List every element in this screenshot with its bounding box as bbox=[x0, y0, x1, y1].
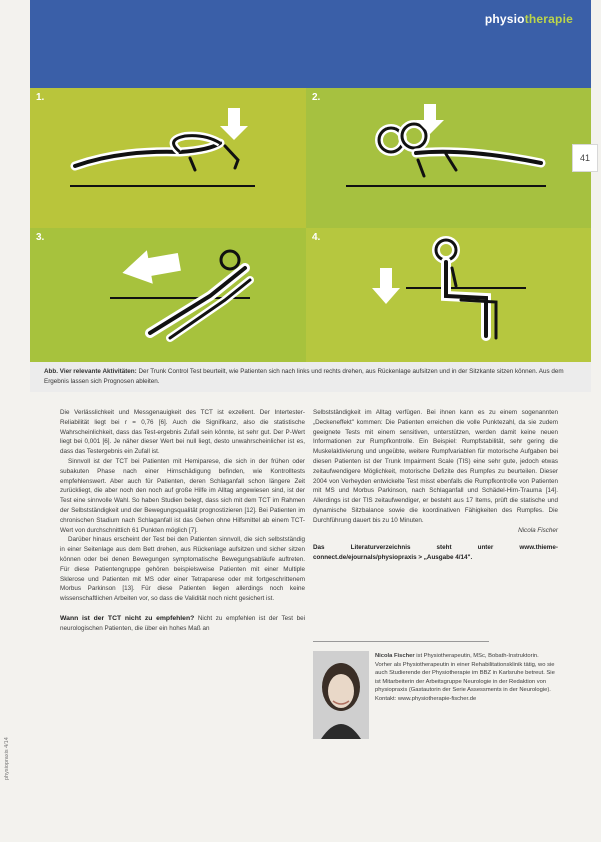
margin-journal-text: physiopraxis 4/14 bbox=[4, 737, 10, 780]
figure-caption bbox=[44, 367, 574, 386]
figure-panel-2 bbox=[306, 88, 591, 228]
literature-note: Das Literaturverzeichnis steht unter www.thieme-connect.de/ejournals/physiopraxis > „Ausgabe 4/14". bbox=[313, 544, 558, 561]
prone-figure-illustration bbox=[30, 88, 306, 228]
figure-panel-1 bbox=[30, 88, 306, 228]
right-column bbox=[313, 408, 558, 562]
author-bio-text: ist Physiotherapeutin, MSc, Bobath-Instruktorin. Vorher als Physiotherapeutin in einer Rehabilitationsklinik tätig, wo sie auch Studierende der Physiotherapie im BBZ in Karlsruhe betreut. Sie ist Mitarbeiterin der Arbeitsgruppe Neurologie in der Redaktion von physiopraxis (Gastautorin der Serie Assessments in der Neurologie). Kontakt: www.physiotherapie-fischer.de bbox=[375, 653, 555, 702]
caption-text: Der Trunk Control Test beurteilt, wie Patienten sich nach links und rechts drehen, aus Rückenlage aufsitzen und in der Sitzkante sitzen können. Aus dem Ergebnis lassen sich Prognosen ableiten. bbox=[44, 368, 564, 385]
brand-logo bbox=[485, 12, 573, 26]
left-paragraph-1: Die Verlässlichkeit und Messgenauigkeit des TCT ist exzellent. Der Intertester-Reliabilität liegt bei r = 0,76 [6]. Auch die Signifikanz, also die statistische Wahrscheinlichkeit, dass das Test-ergebnis Zufall sein könnte, ist sehr gut. Der P-Wert liegt bei 0,001 [6]. Je näher dieser Wert bei null liegt, desto unwahrscheinlicher ist es, dass das Testergebnis ein Zufall ist. bbox=[60, 409, 305, 456]
caption-label: Abb. Vier relevante Aktivitäten: bbox=[44, 368, 137, 375]
figure-panel-3 bbox=[30, 228, 306, 362]
exercise-figure bbox=[30, 88, 591, 362]
author-name: Nicola Fischer bbox=[375, 653, 415, 659]
header-band bbox=[30, 0, 591, 88]
left-column bbox=[60, 408, 305, 634]
panel-number-1: 1. bbox=[36, 92, 45, 103]
page-number-tab: 41 bbox=[572, 144, 598, 172]
right-paragraph-1: Selbstständigkeit im Alltag verfügen. Bei ihnen kann es zu einem sogenannten „Deckeneffekt" kommen: Die Patienten erreichen die volle Punktezahl, da sie zudem geeignete Tests mit einem sensitiven, unterstützen, werden damit keine neuen Informationen zur Rumpfkontrolle. Ein Beispiel: Rumpfstabilität, sehr gering die Muskelaktivierung und ungeübte, weitere Rumpfvariablen für motorische Aufgaben bei diesen Patienten ist der Trunk Impairment Scale (TIS) eine sehr gute, jedoch etwas zeitaufwendigere Möglichkeit, motorische Defizite des Rumpfes zu beurteilen. Dieser 2004 von Verheyden entwickelte Test misst ebenfalls die Rumpfkontrolle von Patienten mit MS und Morbus Parkinson, nach Schlaganfall und Schädel-Hirn-Trauma [14]. Allerdings ist der TIS zeitaufwendiger, er besteht aus 17 Items, prüft die statische und dynamische Sitzbalance sowie die koordinativen Fähigkeiten des Rumpfes. Die Durchführung dauert bis zu 10 Minuten. bbox=[313, 409, 558, 524]
article-signature: Nicola Fischer bbox=[518, 526, 558, 534]
figure-panel-4 bbox=[306, 228, 591, 362]
brand-part-therapie: therapie bbox=[524, 12, 573, 26]
left-paragraph-3: Darüber hinaus erscheint der Test bei den Patienten sinnvoll, die sich selbstständig in einer Seitenlage aus dem Bett drehen, aus Rückenlage aufsitzen und sicher sitzen können oder bei denen Bewegungen symptomatische Bewegungsabläufe auftreten. Für diese Patientengruppe gehören beispielsweise Patienten mit einer Multiple Sklerose und Patienten mit MS oder einer Tetraparese oder mit fortgeschrittenem Morbus Parkinson [13]. Für diese Patienten liegen allerdings noch keine wissenschaftlichen Arbeiten vor, so dass die Validität noch nicht gesichert ist. bbox=[60, 536, 305, 603]
panel-number-2: 2. bbox=[312, 92, 321, 103]
sitting-illustration bbox=[306, 228, 591, 362]
prone-rotation-illustration bbox=[306, 88, 591, 228]
subheading-text: Nicht zu empfehlen ist der Test bei neurologischen Patienten, die über ein hohes Maß an bbox=[60, 614, 305, 632]
subheading: Wann ist der TCT nicht zu empfehlen? bbox=[60, 614, 195, 622]
subheading-block bbox=[60, 614, 305, 634]
panel-number-4: 4. bbox=[312, 232, 321, 243]
left-paragraph-2: Sinnvoll ist der TCT bei Patienten mit Hemiparese, die sich in der frühen oder subakuten Phase nach einer Hirnschädigung befinden, wie Kontrolltests empfehlenswert. Aber auch für Patienten, deren Schlaganfall schon längere Zeit zurückliegt, die aber noch den noch auf große Hilfe im Alltag angewiesen sind, ist der Test eine sinnvolle Wahl. So haben Studien belegt, dass sich mit dem TCT im Rahmen der Selbstständigkeit und der Bewegungsqualität prognostizieren [12]. Bei Patienten im chronischen Stadium nach Schlaganfall ist das Gehen ohne Hilfsmittel ab einem TCT-Wert von durchschnittlich 61 Punkten möglich [7]. bbox=[60, 457, 305, 534]
author-photo bbox=[313, 651, 369, 739]
author-portrait-icon bbox=[313, 651, 369, 739]
author-bio bbox=[375, 652, 555, 704]
panel-number-3: 3. bbox=[36, 232, 45, 243]
sit-up-illustration bbox=[30, 228, 306, 362]
brand-part-physio: physio bbox=[484, 12, 525, 26]
author-divider bbox=[313, 641, 489, 642]
